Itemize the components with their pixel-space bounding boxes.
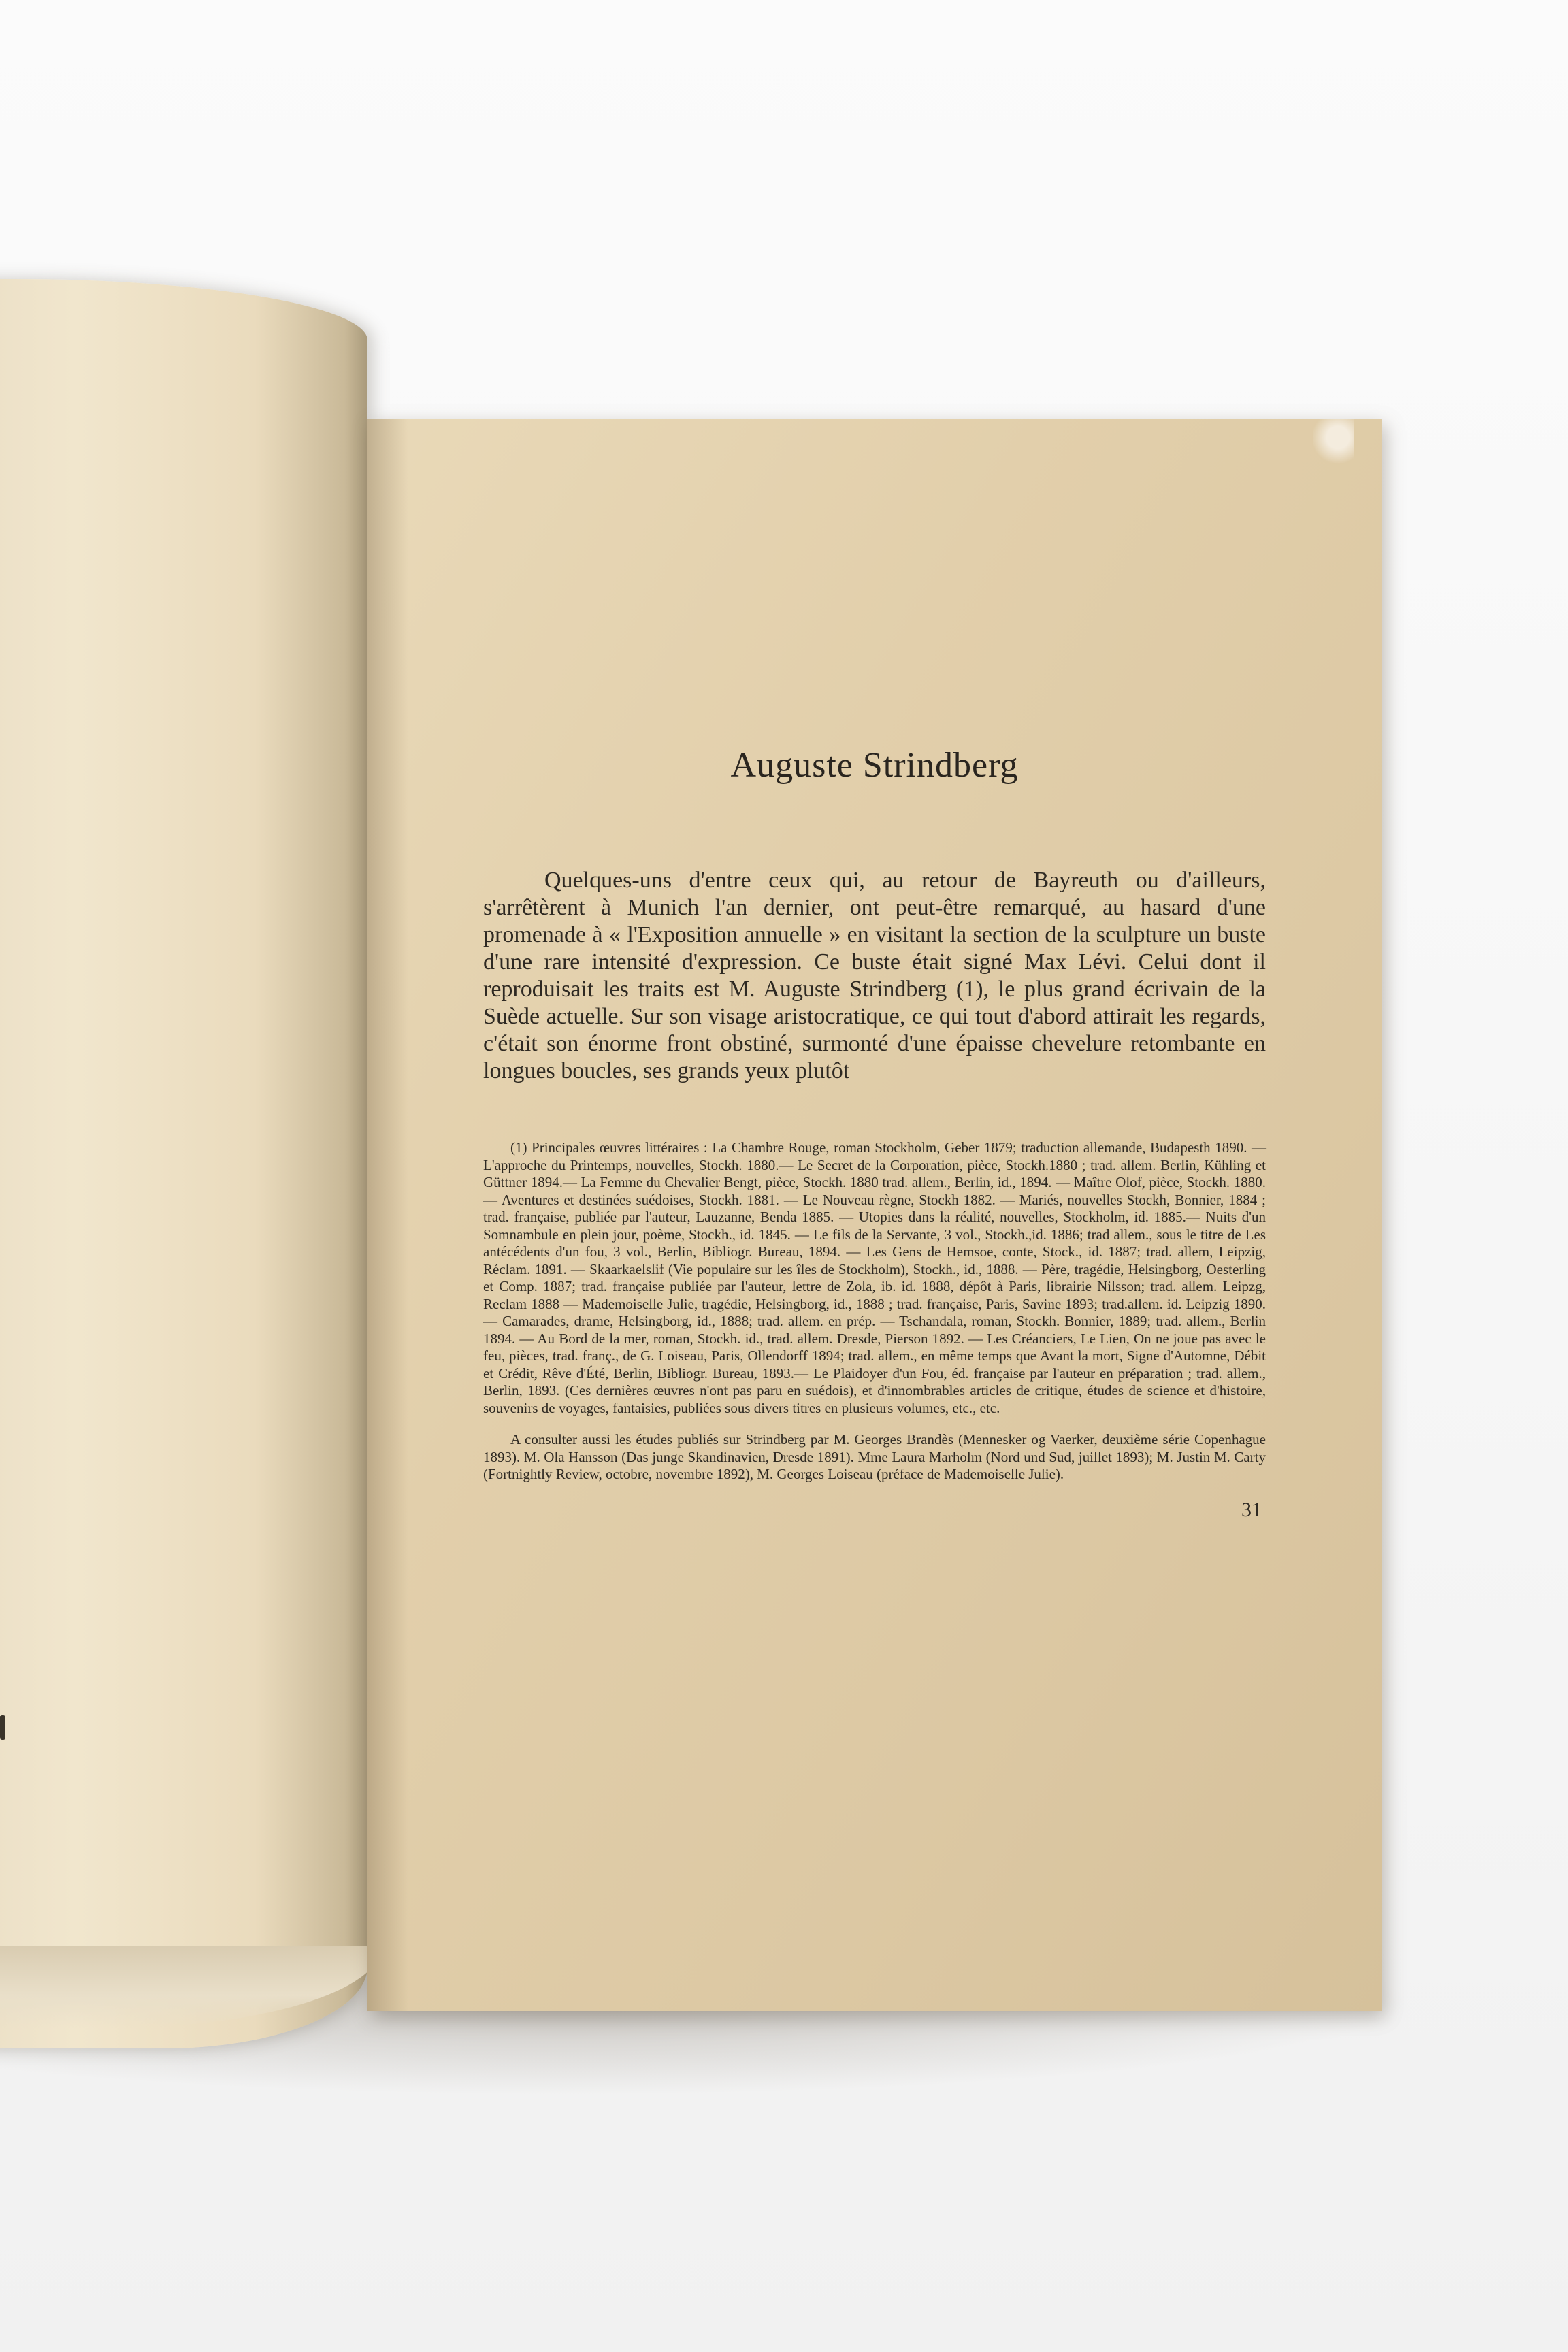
footnote-references: A consulter aussi les études publiés sur Strindberg par M. Georges Brandès (Mennesker og Vaerker, deuxième série Copenhague 1893). M. Ola Hansson (Das junge Skandinavien, Dresde 1891). Mme Laura Marholm (Nord und Sud, juillet 1893); M. Justin M. Carty (Fortnightly Review, octobre, novembre 1892), M. Georges Loiseau (préface de Mademoiselle Julie). <box>483 1431 1266 1482</box>
article-body: Quelques-uns d'entre ceux qui, au retour de Bayreuth ou d'ailleurs, s'arrêtèrent à Munich l'an dernier, ont peut-être remarqué, au hasard d'une promenade à « l'Exposition annuelle » en visitant la section de la sculpture un buste d'une rare intensité d'expression. Ce buste était signé Max Lévi. Celui dont il reproduisait les traits est M. Auguste Strindberg (1), le plus grand écrivain de la Suède actuelle. Sur son visage aristocratique, ce qui tout d'abord attirait les regards, c'était son énorme front obstiné, surmonté d'une épaisse chevelure retombante en longues boucles, ses grands yeux plutôt <box>483 868 1266 1083</box>
footnote-works: (1) Principales œuvres littéraires : La Chambre Rouge, roman Stockholm, Geber 1879; traduction allemande, Budapesth 1890. — L'approche du Printemps, nouvelles, Stockh. 1880.— Le Secret de la Corporation, pièce, Stockh.1880 ; trad. allem. Berlin, Kühling et Güttner 1894.— La Femme du Chevalier Bengt, pièce, Stockh. 1880 trad. allem., Berlin, id., 1894. — Maître Olof, pièce, Stockh. 1880.— Aventures et destinées suédoises, Stockh. 1881. — Le Nouveau règne, Stockh 1882. — Mariés, nouvelles Stockh, Bonnier, 1884 ; trad. française, publiée par l'auteur, Lauzanne, Benda 1885. — Utopies dans la réalité, nouvelles, Stockholm, id. 1885.— Nuits d'un Somnambule en plein jour, poème, Stockh., id. 1845. — Le fils de la Servante, 3 vol., Stockh.,id. 1886; trad allem., sous le titre de Les antécédents d'un fou, 3 vol., Berlin, Bibliogr. Bureau, 1894. — Les Gens de Hemsoe, conte, Stock., id. 1887; trad. allem, Leipzig, Réclam. 1891. — Skaarkaelslif (Vie populaire sur les îles de Stockholm), Stockh., id., 1888. — Père, tragédie, Helsingborg, Oesterling et Comp. 1887; trad. française publiée par l'auteur, lettre de Zola, ib. id. 1888, dépôt à Paris, librairie Nilsson; trad. allem. Leipzg, Reclam 1888 — Mademoiselle Julie, tragédie, Helsingborg, id., 1888 ; trad. française, Paris, Savine 1893; trad.allem. id. Leipzig 1890.— Camarades, drame, Helsingborg, id., 1888; trad. allem. en prép. — Tschandala, roman, Stockh. Bonnier, 1889; trad. allem., Berlin 1894. — Au Bord de la mer, roman, Stockh. id., trad. allem. Dresde, Pierson 1892. — Les Créanciers, Le Lien, On ne joue pas avec le feu, pièces, trad. franç., de G. Loiseau, Paris, Ollendorff 1894; trad. allem., en même temps que Avant la mort, Signe d'Automne, Débit et Crédit, Rêve d'Été, Berlin, Bibliogr. Bureau, 1893.— Le Plaidoyer d'un Fou, éd. française par l'auteur en préparation ; trad. allem., Berlin, 1893. (Ces dernières œuvres n'ont pas paru en suédois), et d'innombrables articles de critique, études de science et d'histoire, souvenirs de voyages, fantaisies, publiées sous divers titres en plusieurs volumes, etc., etc. <box>483 1139 1266 1416</box>
right-page <box>368 419 1382 2011</box>
page-mark <box>0 1715 5 1740</box>
article-text-block <box>483 745 1266 1522</box>
page-corner-tear <box>1313 419 1354 466</box>
left-page <box>0 279 368 2048</box>
page-number: 31 <box>1241 1498 1262 1521</box>
article-title: Auguste Strindberg <box>730 746 1019 785</box>
